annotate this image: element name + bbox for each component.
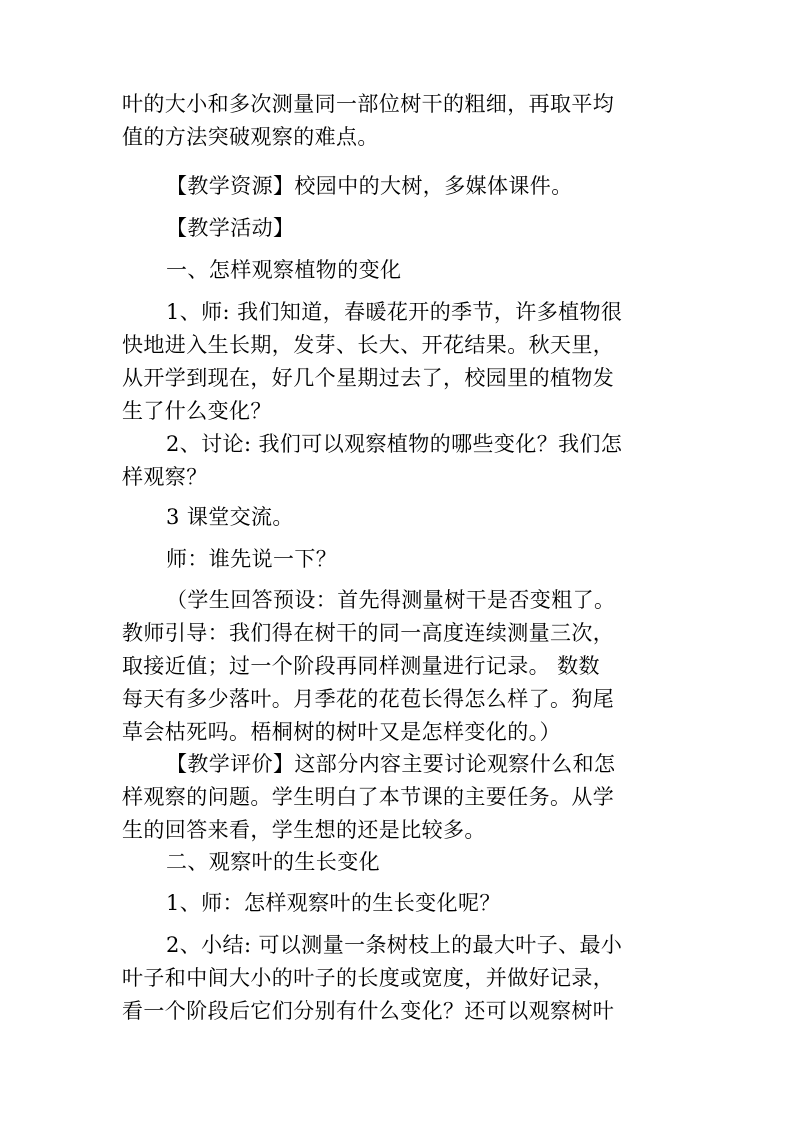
text-line: 2、讨论: 我们可以观察植物的哪些变化？我们怎 xyxy=(166,432,623,456)
text-line: 生了什么变化？ xyxy=(122,399,272,423)
section-heading-2 xyxy=(122,846,678,879)
text-line: 1、师: 我们知道，春暖花开的季节，许多植物很 xyxy=(166,300,623,324)
text-line: 看一个阶段后它们分别有什么变化？还可以观察树叶 xyxy=(122,999,615,1023)
text-line: 教师引导：我们得在树干的同一高度连续测量三次， xyxy=(122,621,615,645)
text-line: 样观察的问题。学生明白了本节课的主要任务。从学 xyxy=(122,785,615,809)
paragraph-teacher-intro xyxy=(122,296,678,428)
text-line: 快地进入生长期，发芽、长大、开花结果。秋天里， xyxy=(122,333,615,357)
paragraph-discussion xyxy=(122,428,678,494)
text-line: 2、小结: 可以测量一条树枝上的最大叶子、最小 xyxy=(166,933,623,957)
text-line: 取接近值；过一个阶段再同样测量进行记录。 数数 xyxy=(122,654,600,678)
text-line: 师：谁先说一下？ xyxy=(166,547,338,571)
paragraph-teaching-resources xyxy=(122,170,678,203)
text-line: 草会枯死吗。梧桐树的树叶又是怎样变化的。） xyxy=(122,720,561,744)
paragraph-teaching-evaluation xyxy=(122,748,678,847)
paragraph-teacher-leaf-question xyxy=(122,887,678,920)
paragraph-teacher-question xyxy=(122,543,678,576)
text-line: 二、观察叶的生长变化 xyxy=(166,850,380,874)
paragraph-summary xyxy=(122,929,678,1028)
paragraph-class-exchange xyxy=(122,501,678,534)
text-line: 值的方法突破观察的难点。 xyxy=(122,125,379,149)
heading-teaching-activities xyxy=(122,212,678,245)
text-line: 【教学活动】 xyxy=(166,216,295,240)
text-line: 每天有多少落叶。月季花的花苞长得怎么样了。狗尾 xyxy=(122,687,615,711)
text-line: 从开学到现在，好几个星期过去了，校园里的植物发 xyxy=(122,366,615,390)
text-line: 一、怎样观察植物的变化 xyxy=(166,258,402,282)
text-line: 叶的大小和多次测量同一部位树干的粗细，再取平均 xyxy=(122,92,615,116)
paragraph-student-answers xyxy=(122,584,678,749)
text-line: （学生回答预设：首先得测量树干是否变粗了。 xyxy=(166,588,616,612)
text-line: 生的回答来看，学生想的还是比较多。 xyxy=(122,818,486,842)
text-line: 【教学评价】这部分内容主要讨论观察什么和怎 xyxy=(166,752,616,776)
text-line: 叶子和中间大小的叶子的长度或宽度，并做好记录， xyxy=(122,966,615,990)
text-line: 3 课堂交流。 xyxy=(166,505,294,529)
text-line: 样观察？ xyxy=(122,465,208,489)
text-line: 1、师：怎样观察叶的生长变化呢？ xyxy=(166,891,501,915)
text-line: 【教学资源】校园中的大树，多媒体课件。 xyxy=(166,174,573,198)
section-heading-1 xyxy=(122,254,678,287)
paragraph-continuation xyxy=(122,88,678,154)
